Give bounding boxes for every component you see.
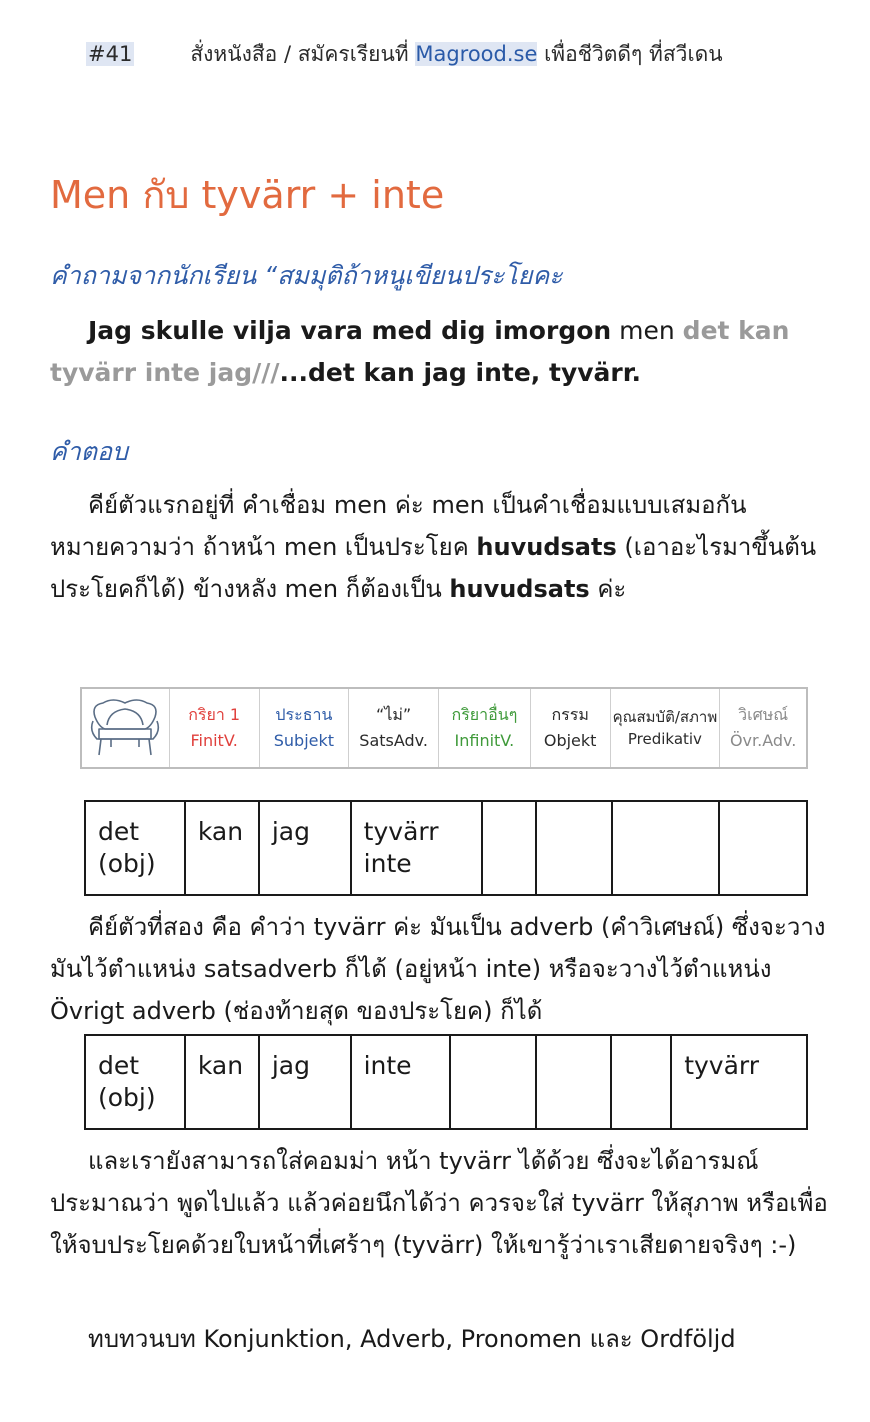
page-number: #41: [88, 42, 133, 66]
table-cell: jag: [259, 1035, 351, 1129]
table-cell: [482, 801, 536, 895]
table-row: [85, 1035, 807, 1129]
example-part-1: Jag skulle vilja vara med dig imorgon: [88, 316, 612, 345]
legend-predikativ: คุณสมบัติ/สภาพ Predikativ: [611, 689, 721, 767]
paragraph-3: และเรายังสามารถใส่คอมม่า หน้า tyvärr ได้ด้วย ซึ่งจะได้อารมณ์ประมาณว่า พูดไปแล้ว แล้วค่อยนึกได้ว่า ควรจะใส่ tyvärr ให้สุภาพ หรือเพื่อให้จบประโยคด้วยใบหน้าที่เศร้าๆ (tyvärr) ให้เขารู้ว่าเราเสียดายจริงๆ :-): [50, 1147, 828, 1259]
table-cell: tyvärr inte: [351, 801, 483, 895]
student-question-heading: คำถามจากนักเรียน “สมมุติถ้าหนูเขียนประโยคะ: [50, 261, 563, 290]
table-row: [85, 801, 807, 895]
table-cell: det (obj): [85, 801, 185, 895]
example-sentence: [50, 310, 830, 394]
example-correct-part: ...det kan jag inte, tyvärr.: [279, 358, 641, 387]
legend-infinitv: กริยาอื่นๆ InfinitV.: [439, 689, 531, 767]
header-text-before: สั่งหนังสือ / สมัครเรียนที่: [190, 42, 416, 66]
legend-satsadv: “ไม่” SatsAdv.: [349, 689, 439, 767]
example-wrong-part: det kan tyvärr inte jag///: [50, 316, 790, 387]
table-cell: det (obj): [85, 1035, 185, 1129]
word-order-table-2: [84, 1034, 808, 1130]
table-cell: kan: [185, 1035, 259, 1129]
page-header: [86, 38, 723, 71]
p1-text-1: คีย์ตัวแรกอยู่ที่ คำเชื่อม men ค่ะ men เป็นคำเชื่อมแบบเสมอกัน หมายความว่า ถ้าหน้า men เป็นประโยค: [50, 491, 747, 561]
table-cell: [719, 801, 807, 895]
table-cell: [611, 1035, 671, 1129]
table-cell: [536, 801, 612, 895]
table-cell: tyvärr: [671, 1035, 807, 1129]
page-title: Men กับ tyvärr + inte: [50, 173, 445, 217]
paragraph-4: ทบทวนบท Konjunktion, Adverb, Pronomen และ Ordföljd: [88, 1325, 736, 1353]
p1-bold-1: huvudsats: [476, 533, 617, 561]
header-text-after: เพื่อชีวิตดีๆ ที่สวีเดน: [537, 42, 723, 66]
legend-objekt: กรรม Objekt: [531, 689, 611, 767]
p1-bold-2: huvudsats: [449, 575, 590, 603]
table-cell: inte: [351, 1035, 451, 1129]
legend-ovr-adv: วิเศษณ์ Övr.Adv.: [729, 705, 797, 750]
table-cell: [612, 801, 719, 895]
legend-finitv: กริยา 1 FinitV.: [170, 689, 260, 767]
example-part-2: men: [611, 316, 683, 345]
table-cell: kan: [185, 801, 259, 895]
p1-text-2: (เอาอะไรมาขึ้นต้นประโยคก็ได้) ข้างหลัง men ก็ต้องเป็น: [50, 533, 817, 603]
table-cell: [450, 1035, 536, 1129]
paragraph-2: คีย์ตัวที่สอง คือ คำว่า tyvärr ค่ะ มันเป็น adverb (คำวิเศษณ์) ซึ่งจะวางมันไว้ตำแหน่ง satsadverb ก็ได้ (อยู่หน้า inte) หรือจะวางไว้ตำแหน่ง Övrigt adverb (ช่องท้ายสุด ของประโยค) ก็ได้: [50, 913, 826, 1025]
magrood-link[interactable]: Magrood.se: [415, 42, 538, 66]
table-cell: jag: [259, 801, 351, 895]
armchair-icon: [82, 689, 170, 767]
p1-text-3: ค่ะ: [589, 575, 627, 603]
table-cell: [536, 1035, 612, 1129]
word-order-legend: [80, 687, 808, 769]
paragraph-1: [50, 484, 830, 610]
word-order-table-1: [84, 800, 808, 896]
answer-heading: คำตอบ: [50, 437, 128, 466]
legend-subjekt: ประธาน Subjekt: [260, 689, 350, 767]
